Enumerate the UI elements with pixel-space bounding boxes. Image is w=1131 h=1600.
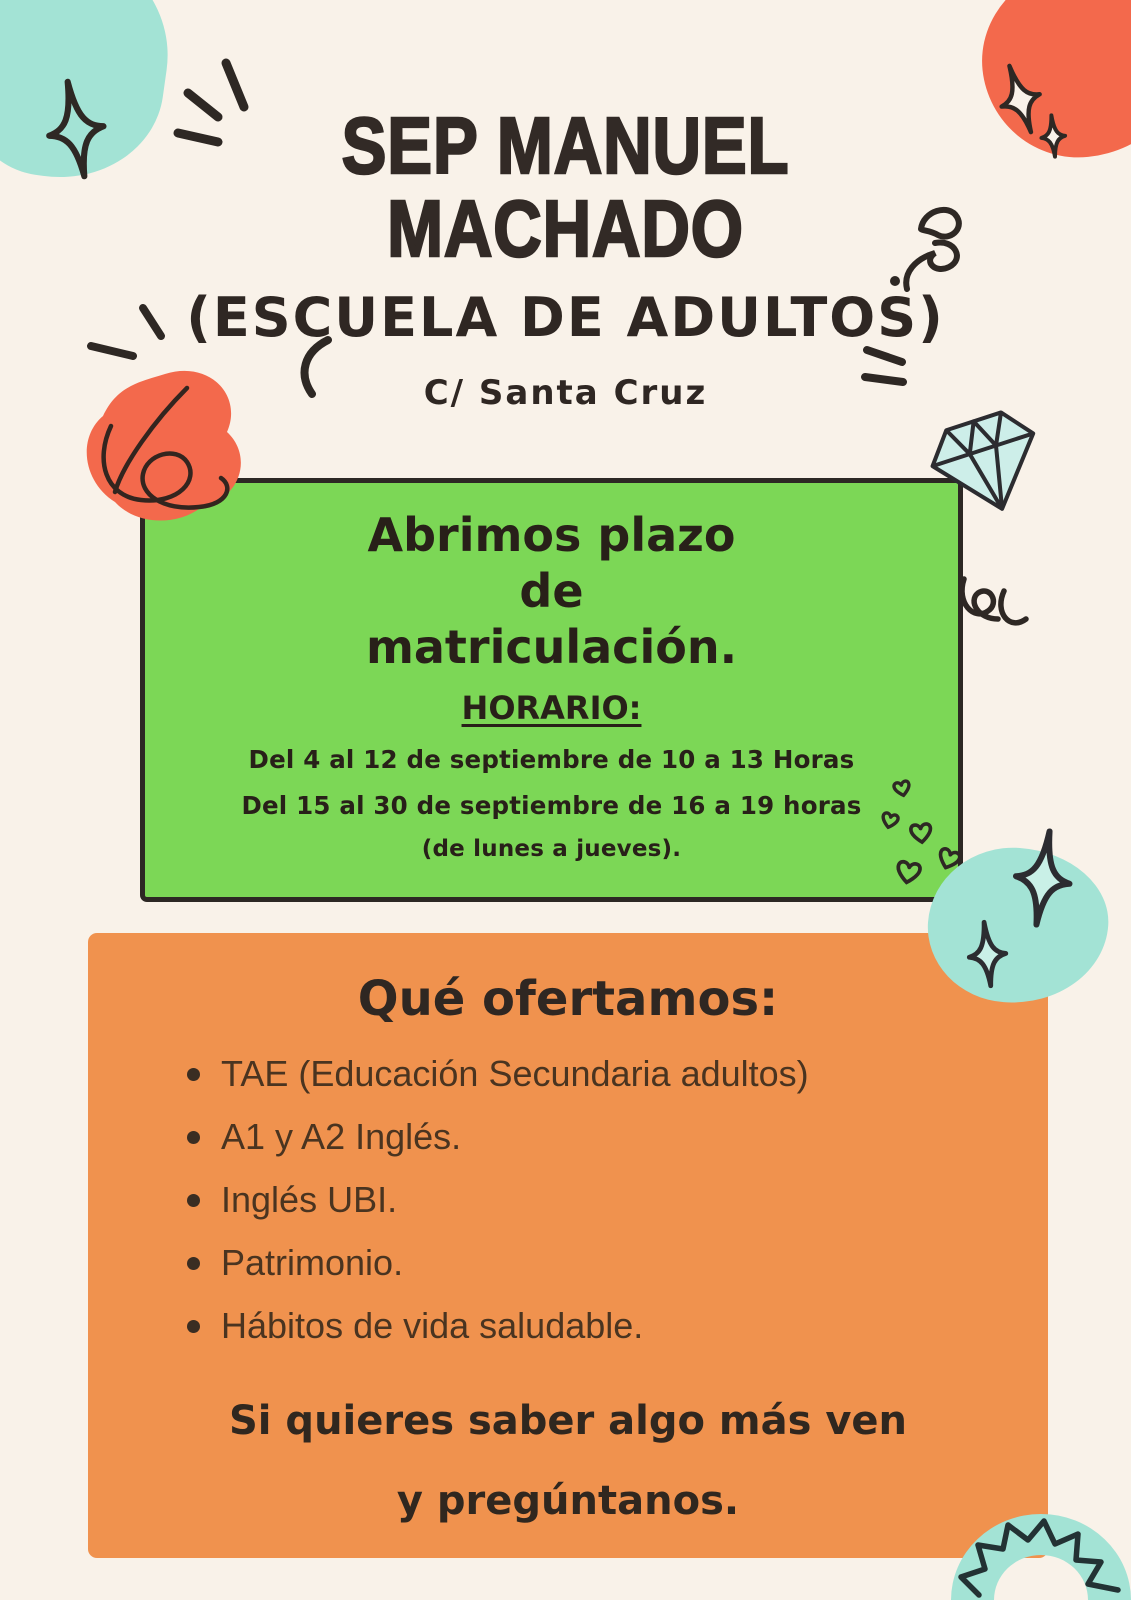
- speed-dashes-icon: [85, 302, 185, 362]
- list-item: TAE (Educación Secundaria adultos): [185, 1053, 1048, 1095]
- list-item: Patrimonio.: [185, 1242, 1048, 1284]
- schedule-line-1: Del 4 al 12 de septiembre de 10 a 13 Horas: [248, 745, 855, 775]
- sparkles-icon: [1000, 62, 1080, 174]
- sparkles-icon: [955, 820, 1120, 1000]
- offers-panel: [88, 933, 1048, 1558]
- schedule-line-3: (de lunes a jueves).: [421, 835, 682, 862]
- speed-dashes-icon: [170, 55, 260, 150]
- schedule-line-2: Del 15 al 30 de septiembre de 16 a 19 horas: [241, 790, 862, 820]
- schedule-lines: [145, 737, 958, 870]
- diamond-gem-icon: [930, 408, 1045, 520]
- address-text: C/ Santa Cruz: [423, 373, 708, 414]
- list-item: Hábitos de vida saludable.: [185, 1305, 1048, 1347]
- enrollment-panel: [140, 478, 963, 902]
- enrollment-heading-line3: matriculación.: [365, 620, 738, 675]
- offers-footer: [88, 1381, 1048, 1541]
- schedule-heading: HORARIO:: [461, 689, 642, 728]
- offers-list: [185, 1053, 1048, 1347]
- coral-scribble-blob: [75, 368, 245, 533]
- enrollment-heading: [145, 507, 958, 675]
- poster-subtitle: (ESCUELA DE ADULTOS): [186, 286, 945, 350]
- sparkle-icon: [45, 78, 107, 180]
- offers-footer-line1: Si quieres saber algo más ven: [228, 1398, 908, 1444]
- enrollment-heading-line1: Abrimos plazo: [367, 508, 736, 562]
- rainbow-zigzag-icon: [948, 1512, 1131, 1600]
- page-title-line2: MACHADO: [387, 184, 744, 274]
- pen-curl-icon: [292, 336, 337, 398]
- page-title-line1: SEP MANUEL: [341, 101, 790, 190]
- offers-footer-line2: y pregúntanos.: [396, 1478, 740, 1524]
- list-item: A1 y A2 Inglés.: [185, 1116, 1048, 1158]
- offers-heading: Qué ofertamos:: [357, 971, 779, 1027]
- curly-swirl-icon: [865, 195, 970, 305]
- list-item: Inglés UBI.: [185, 1179, 1048, 1221]
- small-swirl-icon: [958, 563, 1033, 638]
- enrollment-heading-line2: de: [519, 564, 584, 619]
- speed-dashes-icon: [853, 340, 913, 390]
